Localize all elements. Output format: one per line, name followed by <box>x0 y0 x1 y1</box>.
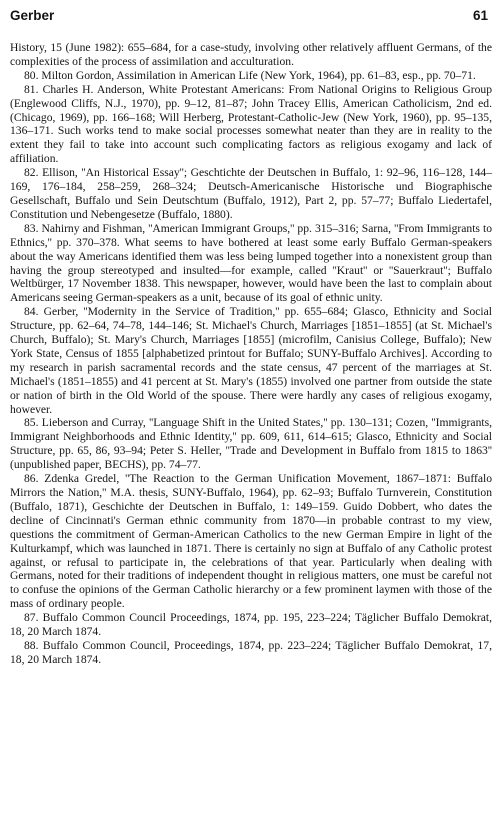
note-83: 83. Nahirny and Fishman, ''American Immigrant Groups,'' pp. 315–316; Sarna, ''From Immigrants to Ethnics,'' pp. 370–378. What seems to have bothered at least some early Buffalo German-speakers about the way Americans identified them was less being lumped together into a nonexistent group than having the group stereotyped and insulted—for example, called ''Kraut'' or ''Sauerkraut''; Buffalo Weltbürger, 17 November 1838. This newspaper, however, would have been the last to complain about Americans seeing German-speakers as a unit, because of its goal of ethnic unity. <box>10 221 492 305</box>
page-header <box>10 8 488 28</box>
endnotes-body <box>10 41 492 667</box>
note-85: 85. Lieberson and Curray, ''Language Shift in the United States,'' pp. 130–131; Cozen, ''Immigrants, Immigrant Neighborhoods and Ethnic Identity,'' pp. 609, 611, 614–615; Glasco, Ethnicity and Social Structure, pp. 65, 86, 93–94; Peter S. Heller, ''Trade and Development in Buffalo from 1815 to 1863'' (unpublished paper, BECHS), pp. 74–77. <box>10 416 492 472</box>
note-88: 88. Buffalo Common Council, Proceedings, 1874, pp. 223–224; Täglicher Buffalo Demokrat, 17, 18, 20 March 1874. <box>10 638 492 666</box>
note-86: 86. Zdenka Gredel, ''The Reaction to the German Unification Movement, 1867–1871: Buffalo Mirrors the Nation,'' M.A. thesis, SUNY-Buffalo, 1964), pp. 62–93; Buffalo Turnverein, Constitution (Buffalo, 1871), Geschichte der Deutschen in Buffalo, 1: 149–159. Guido Dobbert, who dates the decline of Cincinnati's German ethnic community from 1870—in probable contrast to my view, questions the commitment of German-American Catholics to the new German Empire in light of the Kulturkampf, which was launched in 1871. There is certainly no sign at Buffalo of any Catholic protest against, or refusal to participate in, the celebrations of that year. Particularly when dealing with Germans, noted for their traditions of independent thought in religious matters, one must be careful not to confuse the opinions of the German Catholic hierarchy or a few prominent laymen with those of the mass of ordinary people. <box>10 472 492 611</box>
note-81: 81. Charles H. Anderson, White Protestant Americans: From National Origins to Religious Group (Englewood Cliffs, N.J., 1970), pp. 9–12, 81–87; John Tracey Ellis, American Catholicism, 2nd ed. (Chicago, 1969), pp. 166–168; Will Herberg, Protestant-Catholic-Jew (New York, 1960), pp. 95–135, 136–171. Such works tend to make social processes somewhat neater than they are in reality to the extent they fail to take into account such complicating factors as religious exogamy and lack of affiliation. <box>10 82 492 166</box>
note-continuation: History, 15 (June 1982): 655–684, for a case-study, involving other relatively affluent Germans, of the complexities of the process of assimilation and acculturation. <box>10 41 492 68</box>
page-number: 61 <box>472 8 488 23</box>
note-84: 84. Gerber, ''Modernity in the Service of Tradition,'' pp. 655–684; Glasco, Ethnicity and Social Structure, pp. 62–64, 74–78, 144–146; St. Michael's Church, Marriages [1851–1855] (at St. Michael's Church, Buffalo); St. Mary's Church, Marriages [1855] (microfilm, Canisius College, Buffalo); New York State, Census of 1855 [alphabetized printout for Buffalo; SUNY-Buffalo Archives]. According to my research in parish sacramental records and the state census, 47 percent of the marriages at St. Michael's (1851–1855) and 41 percent at St. Mary's (1855) involved one partner from outside the state or nation of birth in the Old World of the spouse. There were hardly any cases of religious exogamy, however. <box>10 305 492 416</box>
note-87: 87. Buffalo Common Council Proceedings, 1874, pp. 195, 223–224; Täglicher Buffalo Demokrat, 18, 20 March 1874. <box>10 611 492 639</box>
note-80: 80. Milton Gordon, Assimilation in American Life (New York, 1964), pp. 61–83, esp., pp. 70–71. <box>24 68 476 82</box>
running-head: Gerber <box>10 8 55 23</box>
note-82: 82. Ellison, ''An Historical Essay''; Geschtichte der Deutschen in Buffalo, 1: 92–96, 116–128, 144–169, 176–184, 258–259, 268–324; Deutsch-Americanische Historische und Biographische Gesellschaft, Buffalo und Sein Deutschtum (Buffalo, 1912), Part 2, pp. 57–77; Buffalo Liedertafel, Constitution und Nebengesetze (Buffalo, 1880). <box>10 166 492 221</box>
